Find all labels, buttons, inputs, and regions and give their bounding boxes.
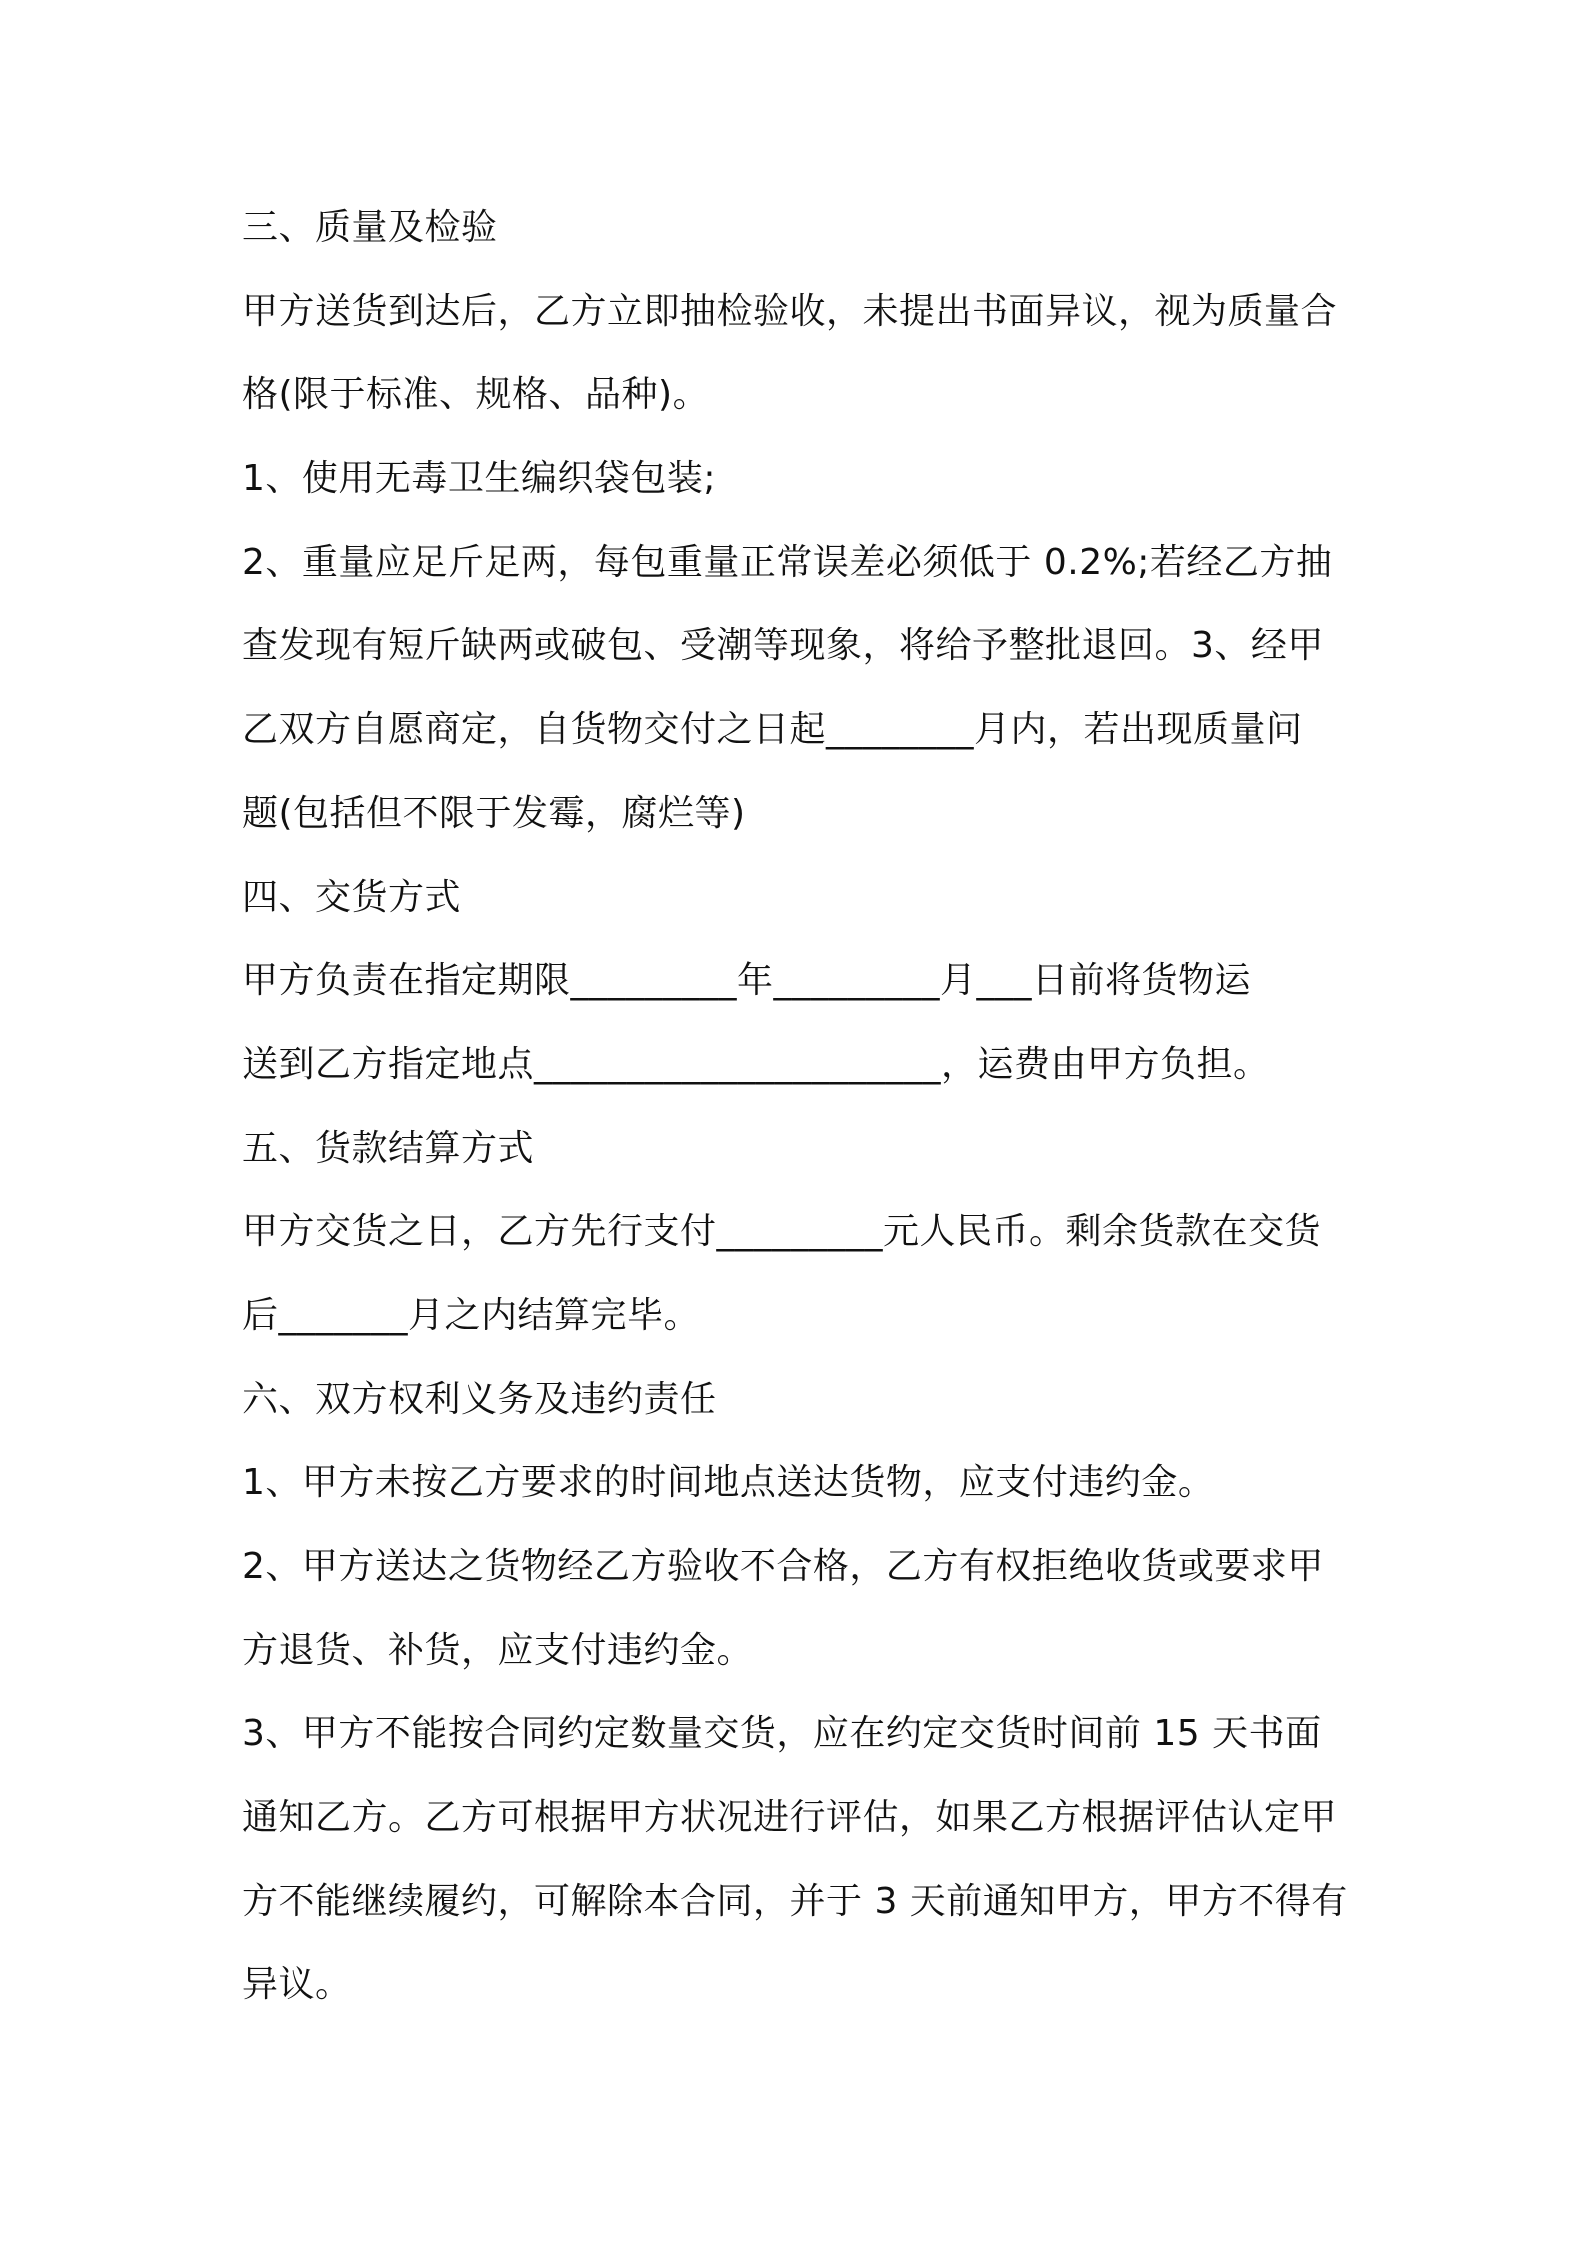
paragraph-line: 异议。 [242,1964,352,2006]
paragraph-line: 方退货、补货，应支付违约金。 [242,1629,754,1671]
paragraph-line: 2、甲方送达之货物经乙方验收不合格，乙方有权拒绝收货或要求甲 [242,1546,1324,1587]
paragraph-line: 甲方送货到达后，乙方立即抽检验收，未提出书面异议，视为质量合 [242,290,1338,332]
paragraph-line: 乙双方自愿商定，自货物交付之日起________月内，若出现质量问 [242,709,1303,751]
paragraph-line: 题(包括但不限于发霉，腐烂等) [242,792,746,834]
section-heading-delivery: 四、交货方式 [242,876,462,918]
paragraph-line: 3、甲方不能按合同约定数量交货，应在约定交货时间前 15 天书面 [242,1713,1322,1755]
section-heading-obligations: 六、双方权利义务及违约责任 [242,1378,717,1420]
paragraph-line: 查发现有短斤缺两或破包、受潮等现象，将给予整批退回。3、经甲 [242,625,1324,667]
paragraph-line: 方不能继续履约，可解除本合同，并于 3 天前通知甲方，甲方不得有 [242,1880,1348,1922]
paragraph-line: 甲方交货之日，乙方先行支付_________元人民币。剩余货款在交货 [242,1211,1322,1253]
paragraph-line: 通知乙方。乙方可根据甲方状况进行评估，如果乙方根据评估认定甲 [242,1797,1338,1839]
paragraph-line: 1、使用无毒卫生编织袋包装; [242,458,717,500]
paragraph-line: 1、甲方未按乙方要求的时间地点送达货物，应支付违约金。 [242,1462,1215,1504]
contract-page [242,186,1362,2027]
paragraph-line: 送到乙方指定地点______________________，运费由甲方负担。 [242,1043,1270,1085]
section-heading-payment: 五、货款结算方式 [242,1127,535,1169]
paragraph-line: 2、重量应足斤足两，每包重量正常误差必须低于 0.2%;若经乙方抽 [242,541,1333,583]
paragraph-line: 后_______月之内结算完毕。 [242,1294,701,1336]
paragraph-line: 格(限于标准、规格、品种)。 [242,374,710,416]
paragraph-line: 甲方负责在指定期限_________年_________月___日前将货物运 [242,960,1252,1002]
section-heading-quality: 三、质量及检验 [242,207,498,248]
